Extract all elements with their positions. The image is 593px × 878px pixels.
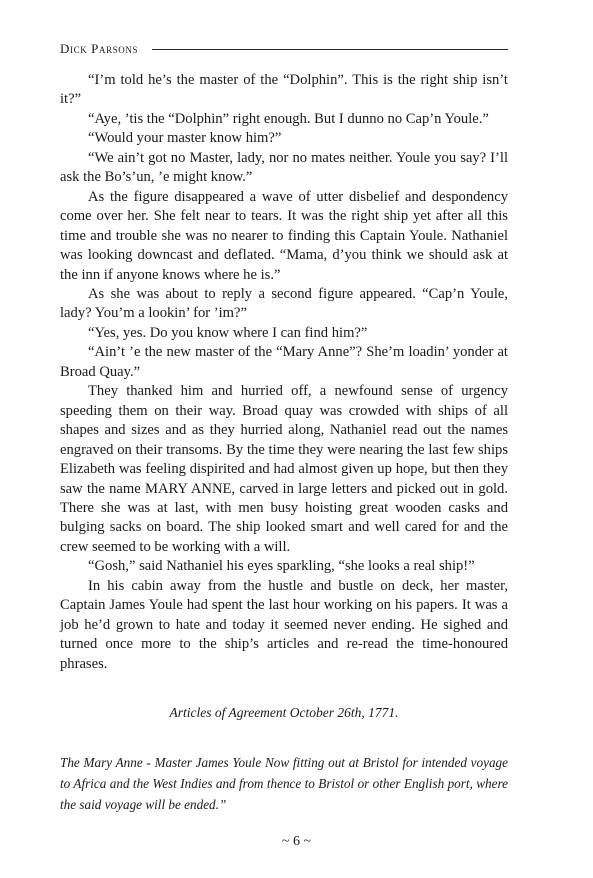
paragraph: In his cabin away from the hustle and bustle on deck, her master, Captain James Youle had spent the last hour working on his papers. It was a job he’d grown to hate and today it seemed never ending. He sighed and turned once more to the ship’s articles and re-read the time-honoured phrases.: [60, 577, 508, 672]
articles-body: The Mary Anne - Master James Youle Now fitting out at Bristol for intended voyage to Africa and the West Indies and from thence to Bristol or other English port, where the said voyage will be ended.”: [60, 755, 508, 812]
paragraph: “Ain’t ’e the new master of the “Mary Anne”? She’m loadin’ yonder at Broad Quay.”: [60, 344, 508, 380]
body-text: [60, 71, 508, 674]
header-rule: [152, 49, 508, 50]
paragraph: “We ain’t got no Master, lady, nor no mates neither. Youle you say? I’ll ask the Bo’s’un, ’e might know.”: [60, 149, 508, 186]
paragraph: They thanked him and hurried off, a newfound sense of urgency speeding them on their way. Broad quay was crowded with ships of all shapes and sizes and as they hurried along, Nathaniel read out the names engraved on their transoms. By the time they were nearing the last few ships Elizabeth was feeling dispirited and had almost given up hope, but then they saw the name MARY ANNE, carved in large letters and picked out in gold. There she was at last, with men busy hoisting great wooden casks and bulging sacks on board. The ship looked smart and well cared for and the crew seemed to be working with a will.: [60, 383, 508, 555]
paragraph: “Aye, ’tis the “Dolphin” right enough. But I dunno no Cap’n Youle.”: [88, 110, 489, 127]
paragraph: As she was about to reply a second figure appeared. “Cap’n Youle, lady? You’m a lookin’ for ’im?”: [60, 285, 508, 322]
paragraph: “Gosh,” said Nathaniel his eyes sparkling, “she looks a real ship!”: [88, 558, 475, 575]
running-header: [60, 40, 508, 58]
paragraph: As the figure disappeared a wave of utter disbelief and despondency come over her. She felt near to tears. It was the right ship yet after all this time and trouble she was no nearer to finding this Captain Youle. Nathaniel was looking downcast and deflated. “Mama, d’you think we should ask at the inn if anyone knows where he is.”: [60, 188, 508, 283]
paragraph: “I’m told he’s the master of the “Dolphin”. This is the right ship isn’t it?”: [60, 72, 508, 108]
paragraph: “Would your master know him?”: [88, 130, 282, 147]
page-number: ~ 6 ~: [281, 834, 312, 849]
articles-title: Articles of Agreement October 26th, 1771.: [169, 705, 399, 720]
running-title: Dick Parsons: [60, 41, 139, 56]
paragraph: “Yes, yes. Do you know where I can find him?”: [88, 324, 368, 341]
